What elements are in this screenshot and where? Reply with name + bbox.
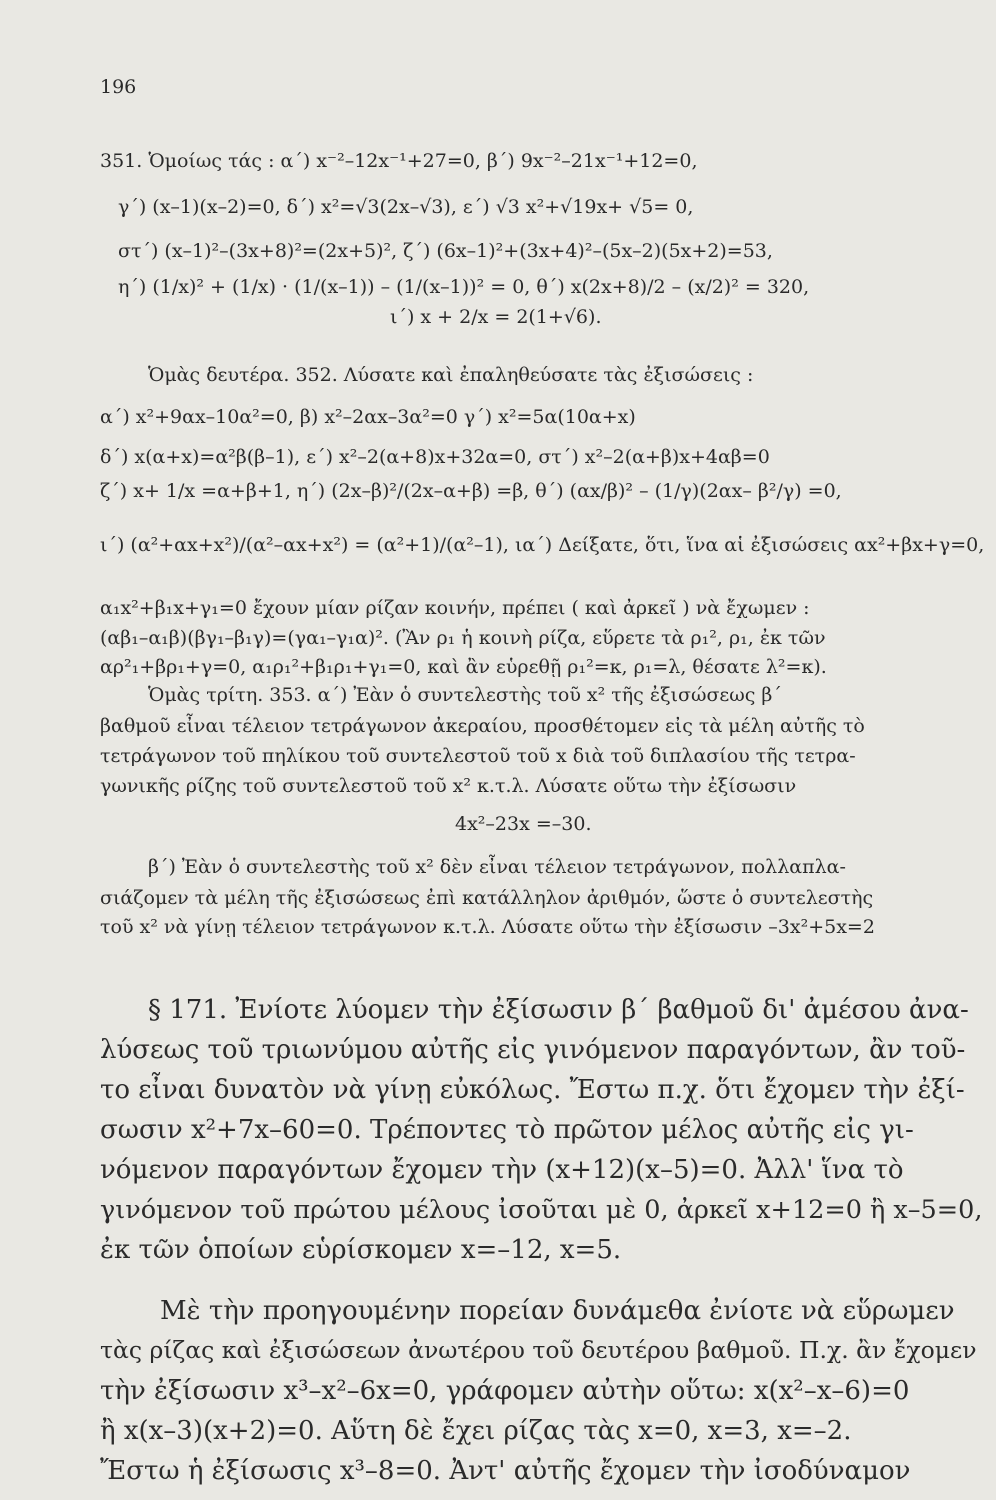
group3-equation: 4x²–23x =–30. [455, 813, 592, 835]
group2-line-i: ι΄) (α²+αx+x²)/(α²–αx+x²) = (α²+1)/(α²–1), ια΄) Δείξατε, ὅτι, ἵνα αἱ ἐξισώσεις αx²+βx+γ=0, [100, 534, 985, 556]
group2-line-cont-2: (αβ₁–α₁β)(βγ₁–β₁γ)=(γα₁–γ₁α)². (Ἂν ρ₁ ἡ κοινὴ ρίζα, εὕρετε τὰ ρ₁², ρ₁, ἐκ τῶν [100, 627, 826, 649]
group3-line-b2: σιάζομεν τὰ μέλη τῆς ἐξισώσεως ἐπὶ κατάλληλον ἀριθμόν, ὥστε ὁ συντελεστὴς [100, 887, 874, 909]
group2-line-d: δ΄) x(α+x)=α²β(β–1), ε΄) x²–2(α+8)x+32α=0, στ΄) x²–2(α+β)x+4αβ=0 [100, 446, 770, 468]
sec171-line-4: σωσιν x²+7x–60=0. Τρέποντες τὸ πρῶτον μέλος αὐτῆς εἰς γι- [100, 1115, 914, 1145]
group3-heading: Ὁμὰς τρίτη. 353. α΄) Ἐὰν ὁ συντελεστὴς τοῦ x² τῆς ἐξισώσεως β΄ [148, 684, 782, 706]
sec171-line-3: το εἶναι δυνατὸν νὰ γίνῃ εὐκόλως. Ἔστω π.χ. ὅτι ἔχομεν τὴν ἐξί- [100, 1075, 965, 1105]
sec171-line-8: Μὲ τὴν προηγουμένην πορείαν δυνάμεθα ἐνίοτε νὰ εὕρωμεν [160, 1296, 955, 1326]
group2-line-z: ζ΄) x+ 1/x =α+β+1, η΄) (2x–β)²/(2x–α+β) =β, θ΄) (αx/β)² – (1/γ)(2αx– β²/γ) =0, [100, 480, 842, 502]
sec171-line-2: λύσεως τοῦ τριωνύμου αὐτῆς εἰς γινόμενον παραγόντων, ἂν τοῦ- [100, 1035, 966, 1065]
group3-line-2: βαθμοῦ εἶναι τέλειον τετράγωνον ἀκεραίου, προσθέτομεν εἰς τὰ μέλη αὐτῆς τὸ [100, 715, 865, 737]
sec171-line-10: τὴν ἐξίσωσιν x³–x²–6x=0, γράφομεν αὐτὴν οὕτω: x(x²–x–6)=0 [100, 1376, 910, 1406]
ex351-line-3: στ΄) (x–1)²–(3x+8)²=(2x+5)², ζ΄) (6x–1)²+(3x+4)²–(5x–2)(5x+2)=53, [118, 240, 773, 262]
page-number: 196 [100, 76, 137, 98]
sec171-line-12: Ἔστω ἡ ἐξίσωσις x³–8=0. Ἀντ' αὐτῆς ἔχομεν τὴν ἰσοδύναμον [100, 1456, 911, 1486]
sec171-line-7: ἐκ τῶν ὁποίων εὑρίσκομεν x=–12, x=5. [100, 1235, 622, 1265]
sec171-line-5: νόμενον παραγόντων ἔχομεν τὴν (x+12)(x–5)=0. Ἀλλ' ἵνα τὸ [100, 1155, 904, 1185]
group3-line-4: γωνικῆς ρίζης τοῦ συντελεστοῦ τοῦ x² κ.τ.λ. Λύσατε οὕτω τὴν ἐξίσωσιν [100, 775, 797, 797]
group2-line-a: α΄) x²+9αx–10α²=0, β) x²–2αx–3α²=0 γ΄) x²=5α(10α+x) [100, 406, 636, 428]
group2-line-cont-3: αρ²₁+βρ₁+γ=0, α₁ρ₁²+β₁ρ₁+γ₁=0, καὶ ἂν εὑρεθῇ ρ₁²=κ, ρ₁=λ, θέσατε λ²=κ). [100, 656, 827, 678]
ex351-line-1: 351. Ὁμοίως τάς : α΄) x⁻²–12x⁻¹+27=0, β΄) 9x⁻²–21x⁻¹+12=0, [100, 150, 698, 172]
sec171-line-1 [148, 995, 969, 1025]
ex351-line-5: ι΄) x + 2/x = 2(1+√6). [390, 306, 602, 328]
group3-line-3: τετράγωνον τοῦ πηλίκου τοῦ συντελεστοῦ τοῦ x διὰ τοῦ διπλασίου τῆς τετρα- [100, 745, 856, 767]
group3-line-b3: τοῦ x² νὰ γίνῃ τέλειον τετράγωνον κ.τ.λ. Λύσατε οὕτω τὴν ἐξίσωσιν –3x²+5x=2 [100, 916, 875, 938]
group3-line-b: β΄) Ἐὰν ὁ συντελεστὴς τοῦ x² δὲν εἶναι τέλειον τετράγωνον, πολλαπλα- [148, 856, 846, 878]
sec171-line-6: γινόμενον τοῦ πρώτου μέλους ἰσοῦται μὲ 0, ἀρκεῖ x+12=0 ἢ x–5=0, [100, 1195, 983, 1225]
sec171-line-9: τὰς ρίζας καὶ ἐξισώσεων ἀνωτέρου τοῦ δευτέρου βαθμοῦ. Π.χ. ἂν ἔχομεν [100, 1336, 977, 1364]
ex351-line-2: γ΄) (x–1)(x–2)=0, δ΄) x²=√3(2x–√3), ε΄) √3 x²+√19x+ √5= 0, [118, 196, 694, 218]
group2-heading: Ὁμὰς δευτέρα. 352. Λύσατε καὶ ἐπαληθεύσατε τὰς ἐξισώσεις : [148, 364, 754, 386]
sec171-text-1: § 171. Ἐνίοτε λύομεν τὴν ἐξίσωσιν β΄ βαθμοῦ δι' ἀμέσου ἀνα- [148, 995, 969, 1025]
group2-line-cont-1: α₁x²+β₁x+γ₁=0 ἔχουν μίαν ρίζαν κοινήν, πρέπει ( καὶ ἀρκεῖ ) νὰ ἔχωμεν : [100, 597, 810, 619]
ex351-line-4: η΄) (1/x)² + (1/x) · (1/(x–1)) – (1/(x–1))² = 0, θ΄) x(2x+8)/2 – (x/2)² = 320, [118, 276, 810, 298]
sec171-line-11: ἢ x(x–3)(x+2)=0. Αὕτη δὲ ἔχει ρίζας τὰς x=0, x=3, x=–2. [100, 1416, 852, 1446]
